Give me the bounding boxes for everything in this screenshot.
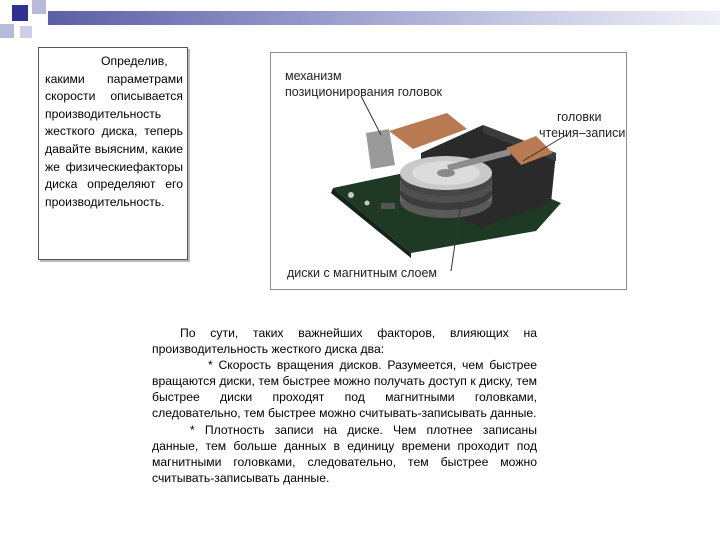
header-gradient-bar xyxy=(48,11,720,25)
label-heads-line1: головки xyxy=(557,110,602,124)
paragraph-intro: По сути, таких важнейших факторов, влияющих на производительность жесткого диска два: xyxy=(152,326,537,357)
decor-square xyxy=(32,0,46,14)
intro-text-box xyxy=(38,47,188,260)
paragraph-rotation-speed: * Скорость вращения дисков. Разумеется, чем быстрее вращаются диски, тем быстрее можно получать доступ к диску, тем быстрее диски проходят под магнитными головками, следовательно, тем быстрее можно считывать-записывать данные. xyxy=(152,358,537,421)
paragraph-recording-density: * Плотность записи на диске. Чем плотнее записаны данные, тем больше данных в единицу времени проходит под магнитными головками, следовательно, тем быстрее можно считывать-записывать данные. xyxy=(152,422,537,485)
decor-square xyxy=(20,26,32,38)
decor-square xyxy=(0,24,14,38)
label-mechanism-line2: позиционирования головок xyxy=(285,85,443,99)
intro-text: Определив, какими параметрами скорости описывается производительность жесткого диска, теперь давайте выясним, какие же физическиефакторы диска определяют его производительность. xyxy=(45,54,183,209)
label-mechanism-line1: механизм xyxy=(285,69,342,83)
decor-square xyxy=(12,5,28,21)
label-disks: диски с магнитным слоем xyxy=(287,266,438,280)
hard-disk-figure xyxy=(270,52,627,290)
label-heads-line2: чтения–записи xyxy=(539,126,626,140)
main-text xyxy=(152,325,537,486)
